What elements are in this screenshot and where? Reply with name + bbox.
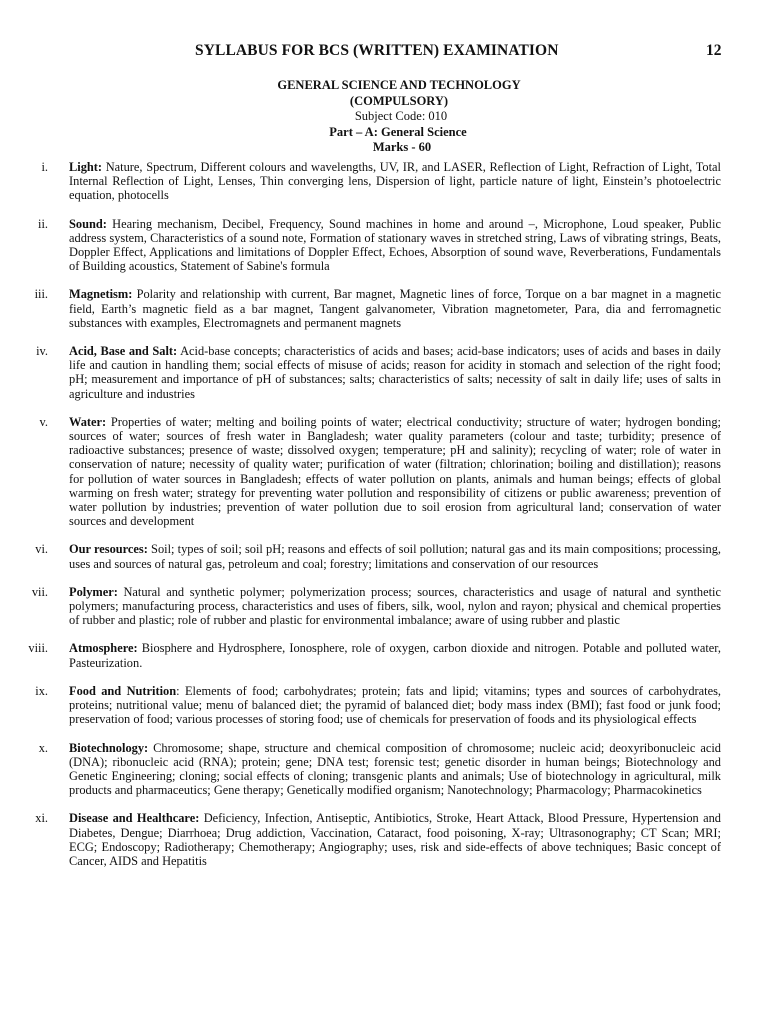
topic-text: Properties of water; melting and boiling points of water; electrical conductivity; structure of water; hydrogen bonding; sources of water; sources of fresh water in Bangladesh; water quality parameters (colour and taste; turbidity; presence of radioactive substances; presence of waste; dissolved oxygen; temperature; pH and salinity); recycling of water; role of water in conservation of nature; necessity of quality water; purification of water (filtration; chlorination; boiling and distillation); reasons for pollution of water sources in Bangladesh; effects of water pollution on plants, animals and human beings; effects of global warming on fresh water; strategy for preventing water pollution and responsibility of citizens or public awareness; prevention of water pollution by industries; prevention of water pollution due to soil erosion from agricultural land; conservation of water sources and development	[69, 414, 721, 529]
page-number: 12	[706, 42, 722, 59]
topic-name: Water:	[69, 414, 107, 429]
topic-number: iv.	[36, 344, 48, 359]
topic-item	[0, 160, 768, 203]
topic-name: Atmosphere:	[69, 641, 138, 656]
topic-item	[0, 811, 768, 868]
topic-item	[0, 287, 768, 330]
topic-name: Magnetism:	[69, 287, 133, 302]
topic-text: Hearing mechanism, Decibel, Frequency, Sound machines in home and around –, Microphone, Loud speaker, Public address system, Characteristics of a sound note, Formation of stationary waves in stretched string, Laws of vibrating strings, Beats, Doppler Effect, Applications and limitations of Doppler Effect, Echoes, Absorption of sound wave, Reverberations, Fundamentals of Building acoustics, Statement of Sabine's formula	[69, 216, 721, 274]
topic-number: viii.	[28, 641, 48, 656]
topic-item	[0, 741, 768, 798]
topic-number: vi.	[35, 542, 48, 557]
part-heading: Part – A: General Science	[329, 124, 467, 139]
topic-body	[69, 287, 721, 330]
topic-body	[69, 684, 721, 727]
page-header	[0, 42, 768, 64]
topic-item	[0, 641, 768, 669]
topic-name: Our resources:	[69, 542, 148, 557]
topic-number: x.	[38, 740, 48, 755]
topic-item	[0, 217, 768, 274]
topic-item	[0, 585, 768, 628]
topic-body	[69, 811, 721, 868]
topic-item	[0, 415, 768, 529]
topic-item	[0, 684, 768, 727]
topic-body	[69, 741, 721, 798]
topic-number: ii.	[38, 216, 48, 231]
topic-text: Natural and synthetic polymer; polymerization process; sources, characteristics and usage of natural and synthetic polymers; manufacturing process, characteristics and uses of fibers, silk, wool, nylon and rayon; physical and chemical properties of rubber and plastic; role of rubber and plastic for environmental imbalance; aware of using rubber and plastic	[69, 584, 721, 628]
topic-item	[0, 344, 768, 401]
topic-body	[69, 542, 721, 570]
topic-item	[0, 542, 768, 570]
document-title: SYLLABUS FOR BCS (WRITTEN) EXAMINATION	[195, 42, 559, 59]
topic-body	[69, 585, 721, 628]
topic-text: Nature, Spectrum, Different colours and wavelengths, UV, IR, and LASER, Reflection of Light, Refraction of Light, Total Internal Reflection of Light, Lenses, Thin converging lens, Dispersion of light, particle nature of light, Einstein’s photoelectric equation, photocells	[69, 160, 721, 203]
topic-text: Soil; types of soil; soil pH; reasons and effects of soil pollution; natural gas and its main compositions; processing, uses and sources of natural gas, petroleum and coal; forestry; limitations and conservation of our resources	[69, 542, 721, 571]
topic-body	[69, 344, 721, 401]
topic-number: v.	[39, 414, 48, 429]
topic-name: Biotechnology:	[69, 740, 149, 755]
topic-body	[69, 217, 721, 274]
topic-text: : Elements of food; carbohydrates; protein; fats and lipid; vitamins; types and sources of carbohydrates, proteins; nutritional value; menu of balanced diet; the pyramid of balanced diet; body mass index (BMI); fast food or junk food; preservation of food; various processes of storing food; use of chemicals for preservation of foods and its physiological effects	[69, 683, 721, 727]
topic-name: Sound:	[69, 216, 107, 231]
topic-number: iii.	[34, 287, 48, 302]
topic-text: Acid-base concepts; characteristics of acids and bases; acid-base indicators; uses of acids and bases in daily life and caution in handling them; social effects of misuse of acids; reason for acidity in stomach and selection of the right food; pH; measurement and importance of pH of substances; salts; characteristics of salts; necessity of salt in daily life; uses of salts in agriculture and industries	[69, 344, 721, 401]
topic-name: Polymer:	[69, 584, 118, 599]
topic-name: Disease and Healthcare:	[69, 811, 200, 826]
topic-name: Food and Nutrition	[69, 683, 177, 698]
topic-body	[69, 160, 721, 203]
topic-list	[0, 160, 768, 882]
subject-type: (COMPULSORY)	[349, 93, 449, 108]
topic-number: vii.	[31, 584, 48, 599]
topic-number: i.	[41, 160, 48, 174]
topic-text: Deficiency, Infection, Antiseptic, Antibiotics, Stroke, Heart Attack, Blood Pressure, Hypertension and Diabetes, Dengue; Diarrhoea; Drug addiction, Vaccination, Cataract, food poisoning, X-ray; Ultrasonography; CT Scan; MRI; ECG; Endoscopy; Radiotherapy; Chemotherapy; Angiography; uses, risk and side-effects of above techniques; Basic concept of Cancer, AIDS and Hepatitis	[69, 811, 721, 868]
subject-heading	[0, 78, 768, 156]
topic-text: Biosphere and Hydrosphere, Ionosphere, role of oxygen, carbon dioxide and nitrogen. Potable and polluted water, Pasteurization.	[69, 641, 721, 670]
topic-text: Polarity and relationship with current, Bar magnet, Magnetic lines of force, Torque on a bar magnet in a magnetic field, Earth’s magnetic field as a bar magnet, Tangent galvanometer, Vibration magnetometer, Para, dia and ferromagnetic substances with examples, Electromagnets and permanent magnets	[69, 287, 721, 330]
topic-body	[69, 415, 721, 529]
topic-number: xi.	[35, 811, 48, 826]
topic-body	[69, 641, 721, 669]
topic-name: Light:	[69, 160, 103, 174]
topic-number: ix.	[35, 683, 48, 698]
subject-name: GENERAL SCIENCE AND TECHNOLOGY	[277, 78, 521, 92]
topic-text: Chromosome; shape, structure and chemical composition of chromosome; nucleic acid; deoxyribonucleic acid (DNA); ribonucleic acid (RNA); protein; gene; DNA test; forensic test; genetic disorder in human beings; Biotechnology and Genetic Engineering; cloning; social effects of cloning; transgenic plants and animals; Use of biotechnology in agricultural, milk products and pharmaceutics; Gene therapy; Genetically modified organism; Nanotechnology; Pharmacology; Pharmacokinetics	[69, 740, 721, 798]
subject-code: Subject Code: 010	[354, 109, 448, 123]
topic-name: Acid, Base and Salt:	[69, 344, 178, 359]
marks-label: Marks - 60	[372, 140, 432, 154]
